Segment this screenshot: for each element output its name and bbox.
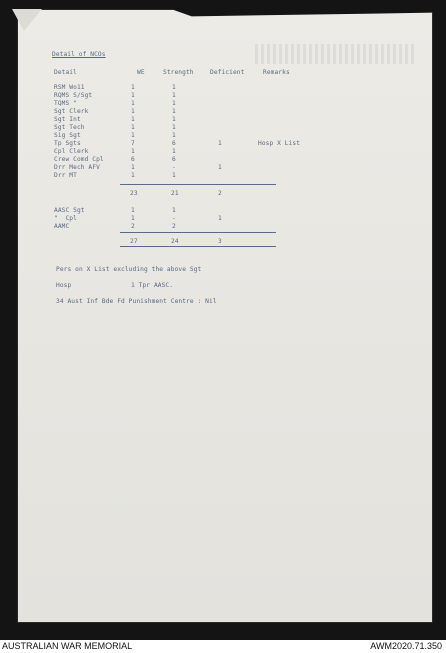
total-rule-3	[120, 246, 276, 247]
cell-we: 7	[131, 140, 135, 147]
total1-deficient: 2	[218, 190, 222, 197]
cell-we: 1	[131, 124, 135, 131]
cell-we: 1	[131, 132, 135, 139]
cell-detail: " Cpl	[54, 215, 77, 222]
total2-strength: 24	[171, 238, 179, 245]
cell-detail: Cpl Clerk	[54, 148, 89, 155]
column-header-remarks: Remarks	[263, 69, 290, 76]
cell-we: 1	[131, 100, 135, 107]
cell-we: 1	[131, 215, 135, 222]
cell-detail: RSM Wo11	[54, 84, 85, 91]
cell-we: 1	[131, 164, 135, 171]
document-page	[17, 9, 433, 623]
cell-detail: AAMC	[54, 223, 70, 230]
cell-detail: AASC Sgt	[54, 207, 85, 214]
cell-detail: Sig Sgt	[54, 132, 81, 139]
column-header-detail: Detail	[54, 69, 77, 76]
cell-we: 1	[131, 84, 135, 91]
cell-we: 1	[131, 92, 135, 99]
hosp-label: Hosp	[56, 282, 72, 289]
cell-detail: TQMS "	[54, 100, 77, 107]
cell-we: 2	[131, 223, 135, 230]
footer-accession-number: AWM2020.71.350	[370, 641, 442, 651]
cell-we: 1	[131, 116, 135, 123]
cell-strength: 1	[172, 172, 176, 179]
total2-deficient: 3	[218, 238, 222, 245]
cell-strength: 6	[172, 140, 176, 147]
cell-detail: Sgt Tech	[54, 124, 85, 131]
cell-strength: 1	[172, 148, 176, 155]
cell-deficient: 1	[218, 215, 222, 222]
footer-credit: AUSTRALIAN WAR MEMORIAL	[2, 641, 133, 651]
total2-we: 27	[130, 238, 138, 245]
cell-detail: Sgt Clerk	[54, 108, 89, 115]
column-header-we: WE	[137, 69, 145, 76]
punishment-line: 34 Aust Inf Bde Fd Punishment Centre : Nil	[56, 298, 217, 305]
show-through-text	[255, 44, 415, 64]
cell-remarks: Hosp X List	[258, 140, 301, 147]
document-title: Detail of NCOs	[52, 51, 106, 58]
cell-detail: Crew Comd Cpl	[54, 156, 104, 163]
total1-strength: 21	[171, 190, 179, 197]
cell-we: 6	[131, 156, 135, 163]
cell-detail: Tp Sgts	[54, 140, 81, 147]
cell-strength: 1	[172, 207, 176, 214]
cell-we: 1	[131, 148, 135, 155]
column-header-strength: Strength	[163, 69, 194, 76]
cell-strength: -	[172, 164, 176, 171]
cell-strength: 1	[172, 100, 176, 107]
cell-deficient: 1	[218, 140, 222, 147]
cell-strength: 1	[172, 124, 176, 131]
cell-strength: 6	[172, 156, 176, 163]
cell-strength: 1	[172, 84, 176, 91]
cell-we: 1	[131, 108, 135, 115]
cell-detail: RQMS S/Sgt	[54, 92, 93, 99]
cell-strength: 2	[172, 223, 176, 230]
cell-detail: Drr Mech AFV	[54, 164, 100, 171]
cell-deficient: 1	[218, 164, 222, 171]
hosp-value: 1 Tpr AASC.	[131, 282, 174, 289]
cell-we: 1	[131, 172, 135, 179]
total-rule-1	[120, 184, 276, 185]
cell-detail: Sgt Int	[54, 116, 81, 123]
cell-strength: 1	[172, 116, 176, 123]
cell-we: 1	[131, 207, 135, 214]
cell-strength: 1	[172, 108, 176, 115]
total1-we: 23	[130, 190, 138, 197]
column-header-deficient: Deficient	[210, 69, 245, 76]
cell-strength: -	[172, 215, 176, 222]
cell-strength: 1	[172, 92, 176, 99]
total-rule-2	[120, 232, 276, 233]
cell-detail: Drr MT	[54, 172, 77, 179]
note-line: Pers on X List excluding the above Sgt	[56, 266, 202, 273]
cell-strength: 1	[172, 132, 176, 139]
